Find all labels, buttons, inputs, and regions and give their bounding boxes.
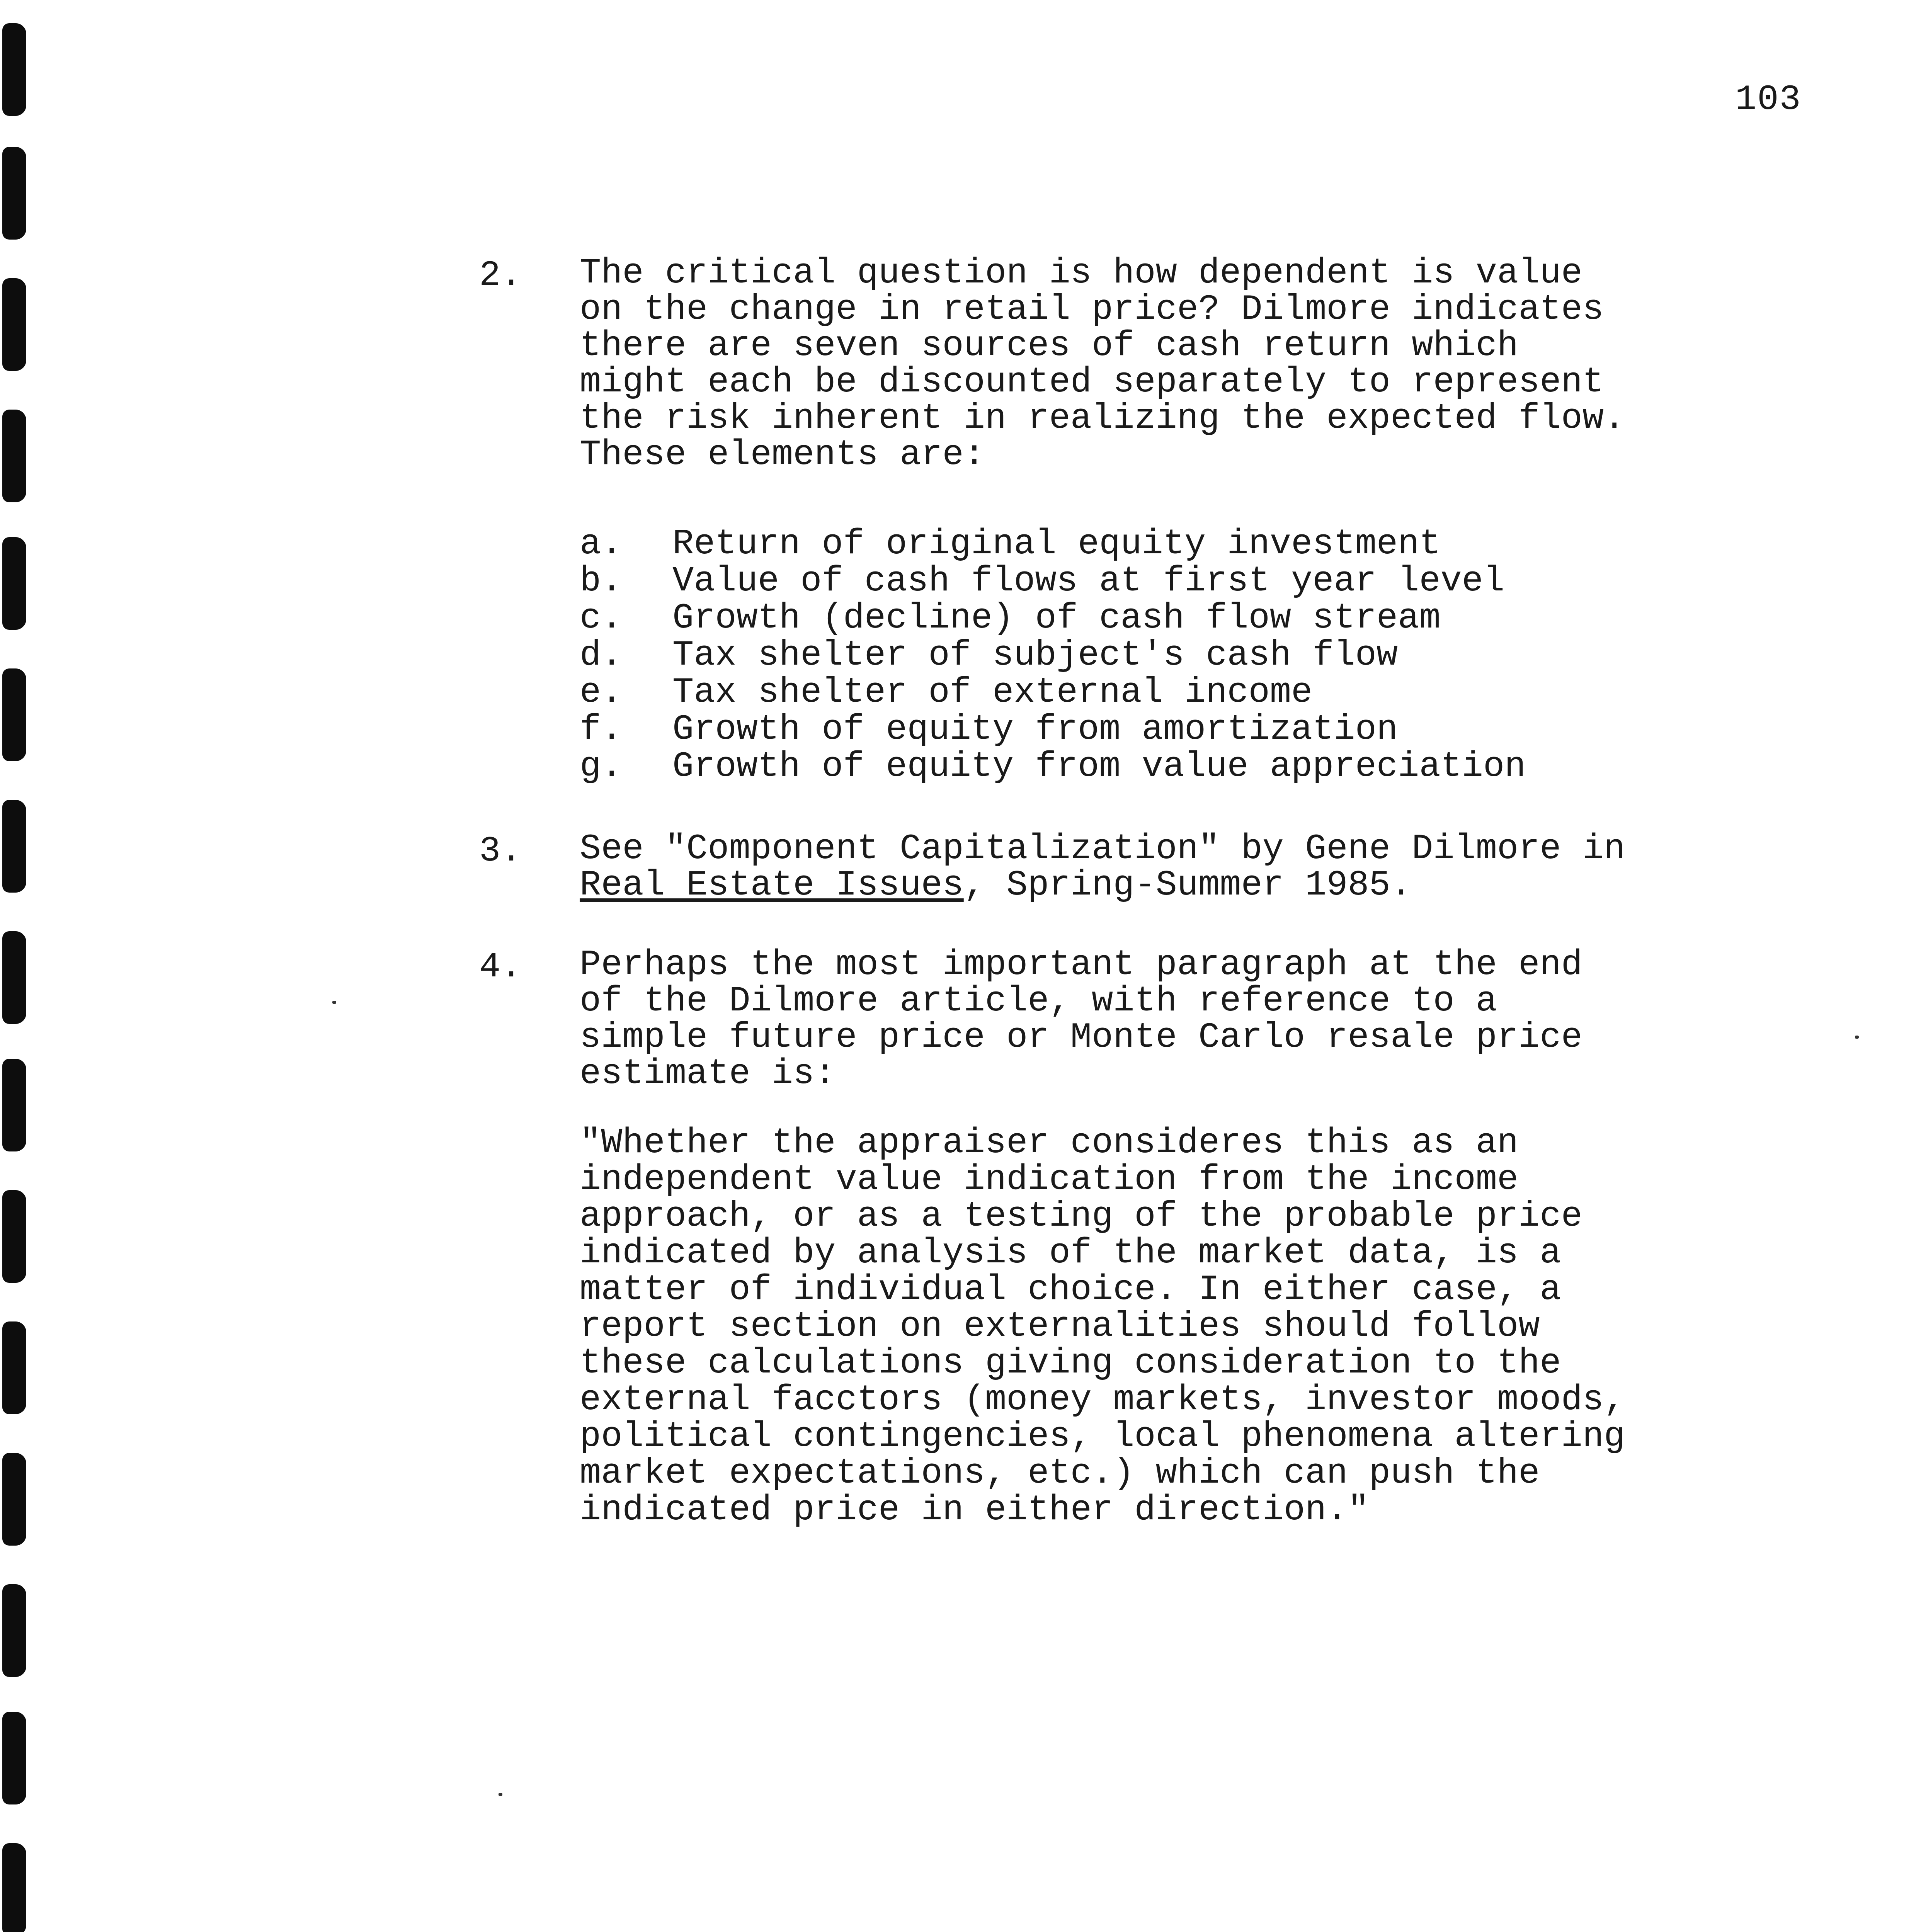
binding-holes xyxy=(0,0,43,1932)
punch-hole xyxy=(2,1584,26,1677)
note-2-text xyxy=(580,255,1839,473)
scan-speck xyxy=(1855,1036,1859,1039)
list-item: e. Tax shelter of external income xyxy=(580,672,1313,713)
dilmore-quotation xyxy=(580,1124,1839,1528)
text-line: simple future price or Monte Carlo resale price xyxy=(580,1017,1582,1058)
quote-line: indicated price in either direction." xyxy=(580,1490,1369,1530)
text-line: See "Component Capitalization" by Gene Dilmore in xyxy=(580,828,1625,869)
cash-return-elements-list xyxy=(580,526,1526,785)
quote-line: these calculations giving consideration to the xyxy=(580,1343,1561,1383)
text-line: there are seven sources of cash return which xyxy=(580,325,1519,366)
text-line: the risk inherent in realizing the expected flow. xyxy=(580,398,1625,439)
text-line: of the Dilmore article, with reference to a xyxy=(580,981,1497,1021)
quote-line: market expectations, etc.) which can push the xyxy=(580,1453,1540,1493)
punch-hole xyxy=(2,23,26,116)
scan-speck xyxy=(499,1793,502,1796)
list-item: f. Growth of equity from amortization xyxy=(580,709,1398,750)
quote-line: matter of individual choice. In either case, a xyxy=(580,1269,1561,1310)
quote-line: independent value indication from the income xyxy=(580,1159,1519,1200)
punch-hole xyxy=(2,147,26,240)
scan-speck xyxy=(332,1001,336,1004)
punch-hole xyxy=(2,931,26,1024)
list-item: b. Value of cash flows at first year level xyxy=(580,561,1505,601)
punch-hole xyxy=(2,1712,26,1804)
page-number: 103 xyxy=(1735,79,1802,120)
text-line: Real Estate Issues, Spring-Summer 1985. xyxy=(580,865,1412,905)
list-item: d. Tax shelter of subject's cash flow xyxy=(580,635,1398,675)
note-3-text xyxy=(580,828,1839,905)
quote-line: political contingencies, local phenomena altering xyxy=(580,1416,1625,1457)
punch-hole xyxy=(2,1453,26,1546)
punch-hole xyxy=(2,1321,26,1414)
quote-line: approach, or as a testing of the probable price xyxy=(580,1196,1582,1236)
quote-line: external facctors (money markets, investor moods, xyxy=(580,1379,1625,1420)
text-line: might each be discounted separately to represent xyxy=(580,362,1604,402)
punch-hole xyxy=(2,668,26,761)
text-line: These elements are: xyxy=(580,434,985,475)
punch-hole xyxy=(2,537,26,630)
list-item: g. Growth of equity from value appreciation xyxy=(580,746,1526,787)
note-4-text xyxy=(580,944,1839,1094)
punch-hole xyxy=(2,1059,26,1151)
note-number: 4. xyxy=(479,947,522,987)
text-line: Perhaps the most important paragraph at the end xyxy=(580,944,1582,985)
note-number: 3. xyxy=(479,831,522,871)
text-line: on the change in retail price? Dilmore indicates xyxy=(580,289,1604,330)
note-number: 2. xyxy=(479,255,522,296)
punch-hole xyxy=(2,800,26,893)
text-line: The critical question is how dependent is value xyxy=(580,253,1582,293)
punch-hole xyxy=(2,1843,26,1932)
punch-hole xyxy=(2,410,26,502)
publication-title: Real Estate Issues xyxy=(580,865,964,905)
list-item: c. Growth (decline) of cash flow stream xyxy=(580,598,1441,638)
text-line: estimate is: xyxy=(580,1053,836,1094)
punch-hole xyxy=(2,1190,26,1283)
quote-line: "Whether the appraiser consideres this as an xyxy=(580,1122,1519,1163)
quote-line: indicated by analysis of the market data, is a xyxy=(580,1233,1561,1273)
punch-hole xyxy=(2,278,26,371)
quote-line: report section on externalities should follow xyxy=(580,1306,1540,1347)
list-item: a. Return of original equity investment xyxy=(580,524,1441,564)
